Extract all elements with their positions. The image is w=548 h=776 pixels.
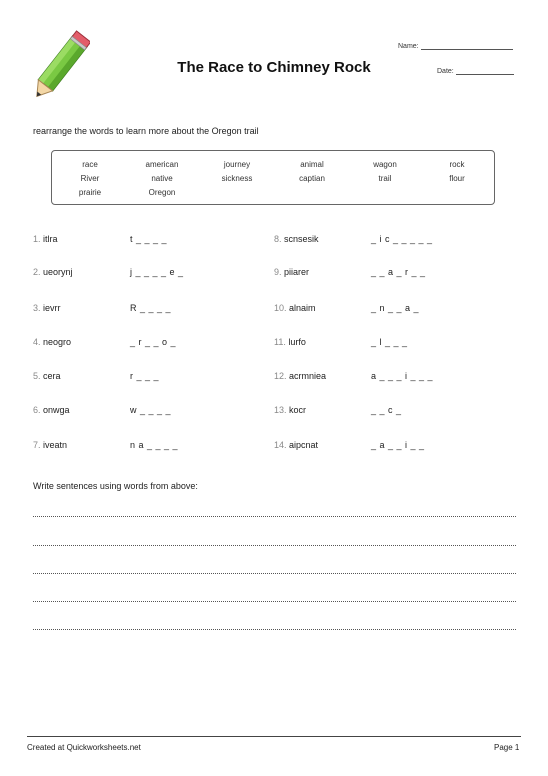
scrambled-word: piiarer: [284, 267, 310, 277]
word-bank-item: prairie: [78, 188, 102, 197]
answer-hint-10[interactable]: _ n _ _ a _: [371, 303, 420, 313]
name-label: Name:: [398, 43, 419, 50]
scrambled-word: onwga: [43, 405, 70, 415]
scrambled-word: acrmniea: [289, 371, 327, 381]
question-4: 4. neogro: [33, 337, 72, 347]
word-bank-item: journey: [223, 160, 251, 169]
answer-hint-13[interactable]: _ _ c _: [371, 405, 402, 415]
writing-line-4[interactable]: [33, 601, 516, 602]
writing-line-5[interactable]: [33, 629, 516, 630]
date-line: [456, 66, 514, 75]
word-bank-item: rock: [449, 160, 465, 169]
answer-hint-9[interactable]: _ _ a _ r _ _: [371, 267, 426, 277]
scrambled-word: alnaim: [289, 303, 316, 313]
question-14: 14. aipcnat: [274, 440, 319, 450]
pencil-icon: [28, 30, 90, 106]
writing-line-2[interactable]: [33, 545, 516, 546]
date-label: Date:: [437, 68, 454, 75]
question-12: 12. acrmniea: [274, 371, 327, 381]
question-2: 2. ueorynj: [33, 267, 73, 277]
question-10: 10. alnaim: [274, 303, 316, 313]
word-bank-item: flour: [449, 174, 465, 183]
question-5: 5. cera: [33, 371, 61, 381]
instructions-text: rearrange the words to learn more about the Oregon trail: [33, 126, 259, 136]
answer-hint-12[interactable]: a _ _ _ i _ _ _: [371, 371, 434, 381]
question-13: 13. kocr: [274, 405, 307, 415]
sentence-prompt: Write sentences using words from above:: [33, 481, 198, 491]
word-bank-item: wagon: [373, 160, 397, 169]
word-bank-item: animal: [300, 160, 324, 169]
answer-hint-7[interactable]: n a _ _ _ _: [130, 440, 179, 450]
writing-line-3[interactable]: [33, 573, 516, 574]
answer-hint-2[interactable]: j _ _ _ _ e _: [130, 267, 184, 277]
footer-created: Created at Quickworksheets.net: [27, 743, 141, 752]
scrambled-word: iveatn: [43, 440, 68, 450]
answer-hint-6[interactable]: w _ _ _ _: [130, 405, 172, 415]
question-1: 1. itlra: [33, 234, 58, 244]
word-bank-item: trail: [378, 174, 392, 183]
word-bank-item: american: [145, 160, 179, 169]
scrambled-word: itlra: [43, 234, 58, 244]
scrambled-word: ievrr: [43, 303, 61, 313]
answer-hint-4[interactable]: _ r _ _ o _: [130, 337, 177, 347]
name-line: [421, 41, 513, 50]
scrambled-word: aipcnat: [289, 440, 319, 450]
question-8: 8. scnsesik: [274, 234, 319, 244]
scrambled-word: ueorynj: [43, 267, 73, 277]
scrambled-word: scnsesik: [284, 234, 319, 244]
scrambled-word: cera: [43, 371, 61, 381]
name-field[interactable]: [398, 41, 513, 50]
scrambled-word: lurfo: [288, 337, 306, 347]
question-9: 9. piiarer: [274, 267, 310, 277]
writing-line-1[interactable]: [33, 516, 516, 517]
word-bank-item: River: [80, 174, 100, 183]
footer-page: Page 1: [494, 743, 520, 752]
answer-hint-14[interactable]: _ a _ _ i _ _: [371, 440, 425, 450]
word-bank-item: Oregon: [148, 188, 176, 197]
answer-hint-8[interactable]: _ i c _ _ _ _ _: [371, 234, 433, 244]
word-bank-item: race: [82, 160, 98, 169]
footer-divider: [27, 736, 521, 737]
question-3: 3. ievrr: [33, 303, 61, 313]
page-title: The Race to Chimney Rock: [177, 59, 371, 76]
date-field[interactable]: [437, 66, 514, 75]
answer-hint-11[interactable]: _ l _ _ _: [371, 337, 408, 347]
question-6: 6. onwga: [33, 405, 70, 415]
word-bank-item: captian: [299, 174, 325, 183]
scrambled-word: kocr: [289, 405, 307, 415]
scrambled-word: neogro: [43, 337, 72, 347]
word-bank-item: sickness: [221, 174, 253, 183]
word-bank-item: native: [151, 174, 173, 183]
answer-hint-3[interactable]: R _ _ _ _: [130, 303, 172, 313]
answer-hint-1[interactable]: t _ _ _ _: [130, 234, 168, 244]
question-7: 7. iveatn: [33, 440, 68, 450]
answer-hint-5[interactable]: r _ _ _: [130, 371, 160, 381]
question-11: 11. lurfo: [274, 337, 306, 347]
word-bank: [51, 150, 495, 205]
